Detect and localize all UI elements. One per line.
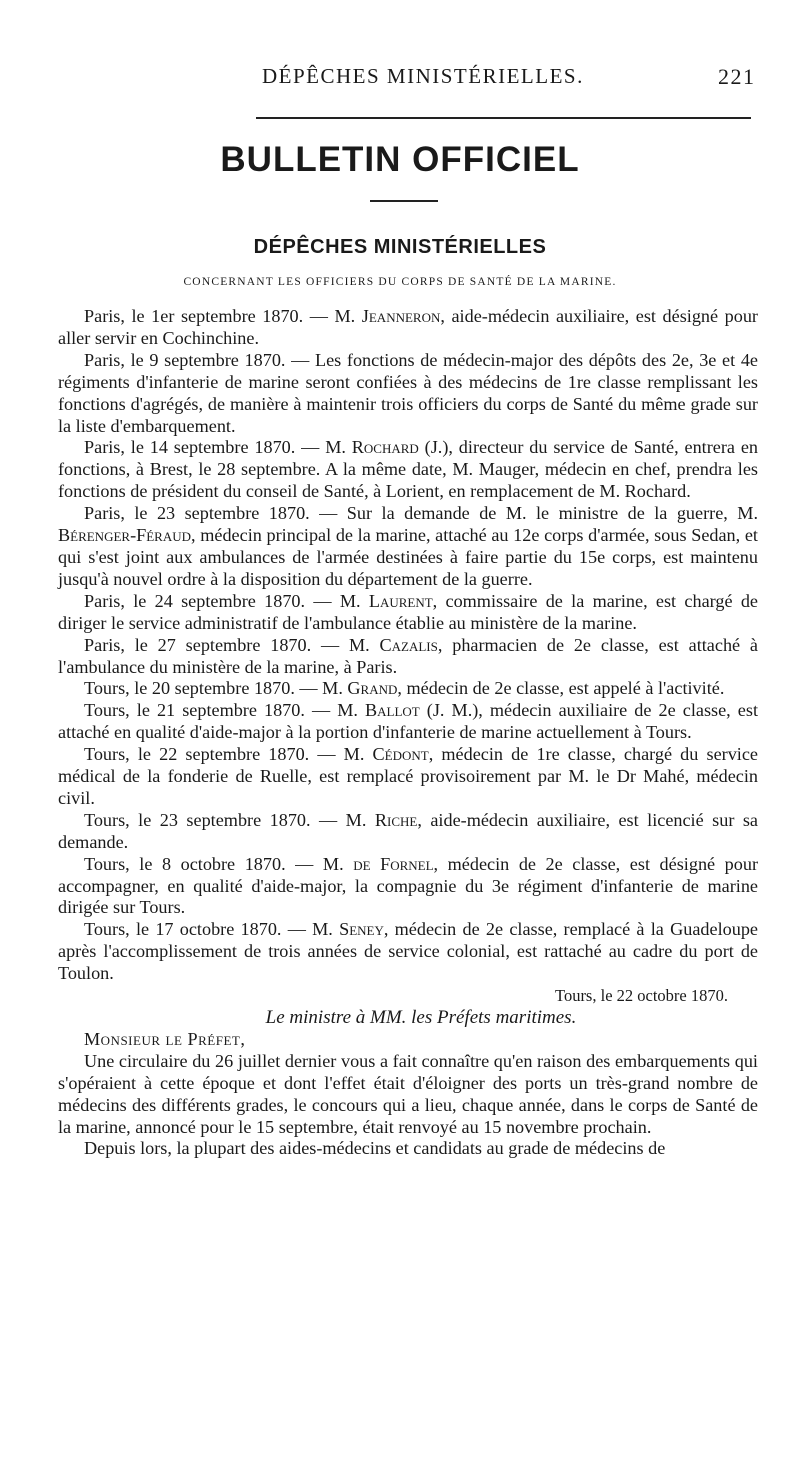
dispatch-text: , médecin de 2e classe, remplacé à la Guadeloupe après l'accomplissement de trois années de service colonial, est rattaché au cadre du port de Toulon.	[58, 919, 758, 984]
signoff-dateline: Tours, le 22 octobre 1870.	[555, 986, 728, 1006]
title-rule	[370, 200, 438, 202]
dispatch-text: , aide-médecin auxiliaire, est licencié sur sa demande.	[58, 809, 758, 852]
officer-name: Seney	[339, 919, 384, 940]
dispatch-entry	[58, 306, 758, 350]
officer-name: Grand	[347, 678, 398, 699]
header-rule	[256, 117, 751, 119]
dispatch-lead: Paris, le 14 septembre 1870. — M.	[84, 437, 352, 458]
dispatch-entry	[58, 591, 758, 635]
dispatch-text: , médecin principal de la marine, attaché au 12e corps d'armée, sous Sedan, et qui s'est joint aux ambulances de l'armée destinées à faire partie du 15e corps, est maintenu jusqu'à nouvel ordre à la disposition du département de la guerre.	[58, 525, 758, 589]
running-head-title: DÉPÊCHES MINISTÉRIELLES.	[262, 64, 584, 88]
officer-name: Laurent	[368, 590, 433, 611]
dispatch-text: , médecin de 2e classe, est désigné pour accompagner, en qualité d'aide-major, la compagnie du 3e régiment d'infanterie de marine dirigée sur Tours.	[58, 853, 759, 918]
dispatch-lead: Tours, le 22 septembre 1870. — M.	[84, 744, 373, 765]
circular-body	[58, 1051, 758, 1161]
officer-name: Jeanneron	[361, 306, 441, 326]
dispatch-text: , aide-médecin auxiliaire, est désigné pour aller servir en Cochinchine.	[58, 306, 758, 348]
dispatch-entry	[58, 678, 758, 700]
circular-salutation: Monsieur le Préfet,	[84, 1028, 246, 1049]
section-title: DÉPÊCHES MINISTÉRIELLES	[253, 236, 547, 258]
dispatch-text: , pharmacien de 2e classe, est attaché à l'ambulance du ministère de la marine, à Paris.	[58, 634, 758, 677]
officer-name: Rochard	[351, 437, 419, 458]
officer-name: Cédont	[372, 744, 429, 765]
dispatch-entry	[58, 437, 758, 503]
dispatch-entry	[58, 700, 758, 744]
dispatch-text: , médecin de 1re classe, chargé du service médical de la fonderie de Ruelle, est remplacé provisoirement par M. le Dr Mahé, médecin civil.	[58, 744, 758, 808]
dispatch-list	[58, 306, 758, 985]
page-number: 221	[718, 64, 756, 89]
officer-name: Riche	[374, 809, 418, 830]
section-subtitle: CONCERNANT LES OFFICIERS DU CORPS DE SANTÉ DE LA MARINE.	[183, 276, 617, 288]
dispatch-lead: Paris, le 1er septembre 1870. — M.	[84, 306, 362, 326]
dispatch-text: (J. M.), médecin auxiliaire de 2e classe, est attaché en qualité d'aide-major à la portion d'infanterie de marine actuellement à Tours.	[58, 700, 758, 743]
dispatch-lead: Tours, le 23 septembre 1870. — M.	[84, 809, 375, 830]
officer-name: Cazalis	[379, 634, 438, 655]
dispatch-entry	[58, 854, 758, 920]
bulletin-title: BULLETIN OFFICIEL	[220, 140, 580, 179]
dispatch-text: , commissaire de la marine, est chargé de diriger le service administratif de l'ambulance établie au ministère de la marine.	[58, 590, 758, 633]
circular-paragraph: Depuis lors, la plupart des aides-médecins et candidats au grade de médecins de	[84, 1138, 666, 1159]
officer-name: Ballot	[365, 700, 420, 721]
dispatch-entry	[58, 744, 758, 810]
dispatch-text: , médecin de 2e classe, est appelé à l'activité.	[397, 678, 725, 699]
dispatch-text: (J.), directeur du service de Santé, entrera en fonctions, à Brest, le 28 septembre. A la même date, M. Mauger, médecin en chef, prendra les fonctions de président du conseil de Santé, à Lorient, en remplacement de M. Rochard.	[58, 437, 758, 502]
dispatch-lead: Tours, le 17 octobre 1870. — M.	[84, 919, 340, 940]
dispatch-lead: Tours, le 20 septembre 1870. — M.	[84, 678, 348, 699]
dispatch-entry	[58, 919, 758, 985]
officer-name: de Fornel	[353, 853, 434, 874]
dispatch-entry	[58, 635, 758, 679]
dispatch-lead: Paris, le 27 septembre 1870. — M.	[84, 634, 380, 655]
dispatch-entry	[58, 350, 758, 438]
dispatch-entry	[58, 810, 758, 854]
dispatch-lead: Paris, le 24 septembre 1870. — M.	[84, 590, 369, 611]
document-body	[58, 306, 758, 1160]
circular-paragraph: Une circulaire du 26 juillet dernier vous a fait connaître qu'en raison des embarquements qui s'opéraient à cette époque et dont l'effet était d'éloigner des ports un très-grand nombre de médecins des différents grades, le concours qui a lieu, chaque année, dans le corps de Santé de la marine, annoncé pour le 15 septembre, était renvoyé au 15 novembre prochain.	[58, 1050, 758, 1137]
dispatch-lead: Tours, le 8 octobre 1870. — M.	[84, 853, 354, 874]
dispatch-lead: Paris, le 9 septembre 1870. — Les fonctions de médecin-major des dépôts des 2e, 3e et 4e régiments d'infanterie de marine seront confiées à des médecins de 1re classe remplissant les fonctions d'agrégés, de manière à maintenir trois officiers du corps de Santé du même grade sur la liste d'embarquement.	[58, 349, 758, 436]
dispatch-lead: Tours, le 21 septembre 1870. — M.	[84, 700, 365, 721]
dispatch-lead: Paris, le 23 septembre 1870. — Sur la demande de M. le ministre de la guerre, M.	[84, 503, 758, 524]
dispatch-entry	[58, 503, 758, 591]
officer-name: Bérenger-Féraud	[58, 525, 192, 546]
circular-title: Le ministre à MM. les Préfets maritimes.	[265, 1007, 577, 1028]
